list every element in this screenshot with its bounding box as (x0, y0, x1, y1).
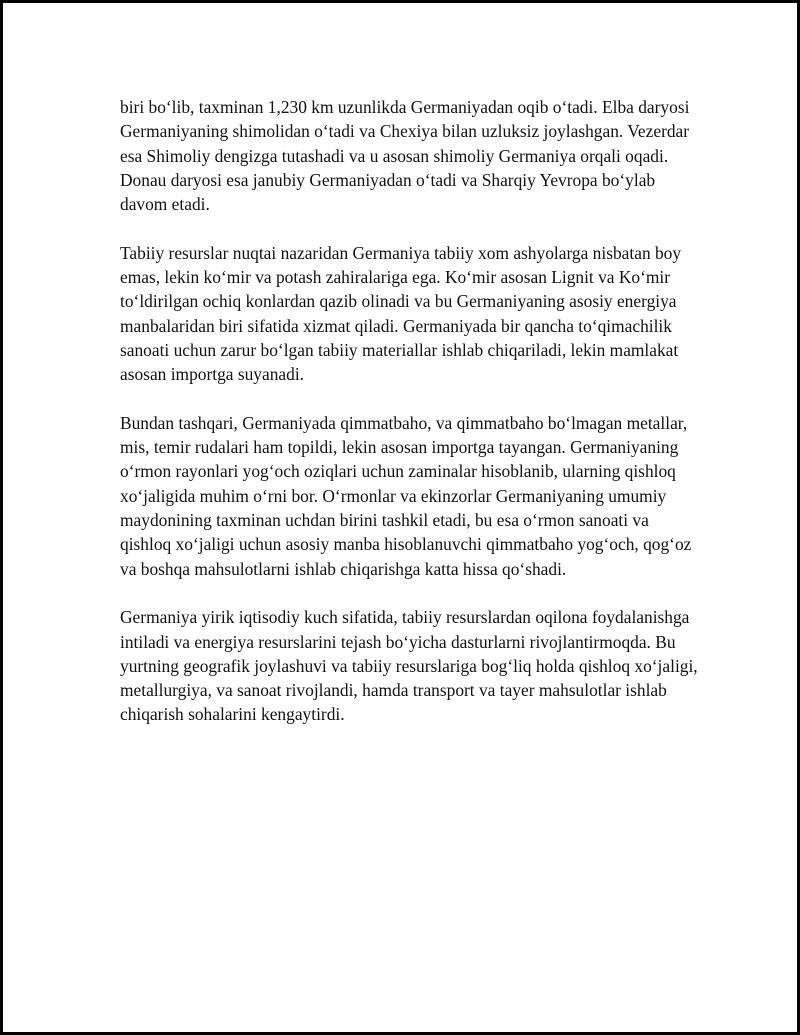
paragraph-economy: Germaniya yirik iqtisodiy kuch sifatida, tabiiy resurslardan oqilona foydalanishga intiladi va energiya resurslarini tejash bo‘yicha dasturlarni rivojlantirmoqda. Bu yurtning geografik joylashuvi va tabiiy resurslariga bog‘liq holda qishloq xo‘jaligi, metallurgiya, va sanoat rivojlandi, hamda transport va tayer mahsulotlar ishlab chiqarish sohalarini kengaytirdi. (120, 607, 698, 725)
paragraph-rivers: biri bo‘lib, taxminan 1,230 km uzunlikda Germaniyadan oqib o‘tadi. Elba daryosi Germaniyaning shimolidan o‘tadi va Chexiya bilan uzluksiz joylashgan. Vezerdar esa Shimoliy dengizga tutashadi va u asosan shimoliy Germaniya orqali oqadi. Donau daryosi esa janubiy Germaniyadan o‘tadi va Sharqiy Yevropa bo‘ylab davom etadi. (120, 97, 690, 215)
paragraph-metals-forests: Bundan tashqari, Germaniyada qimmatbaho, va qimmatbaho bo‘lmagan metallar, mis, temir rudalari ham topildi, lekin asosan importga tayangan. Germaniyaning o‘rmon rayonlari yog‘och oziqlari uchun zaminalar hisoblanib, ularning qishloq xo‘jaligida muhim o‘rni bor. O‘rmonlar va ekinzorlar Germaniyaning umumiy maydonining taxminan uchdan birini tashkil etadi, bu esa o‘rmon sanoati va qishloq xo‘jaligi uchun asosiy manba hisoblanuvchi qimmatbaho yog‘och, qog‘oz va boshqa mahsulotlarni ishlab chiqarishga katta hissa qo‘shadi. (120, 412, 692, 579)
paragraph-natural-resources: Tabiiy resurslar nuqtai nazaridan Germaniya tabiiy xom ashyolarga nisbatan boy emas, lekin ko‘mir va potash zahiralariga ega. Ko‘mir asosan Lignit va Ko‘mir to‘ldirilgan ochiq konlardan qazib olinadi va bu Germaniyaning asosiy energiya manbalaridan biri sifatida xizmat qiladi. Germaniyada bir qancha to‘qimachilik sanoati uchun zarur bo‘lgan tabiiy materiallar ishlab chiqariladi, lekin mamlakat asosan importga suyanadi. (120, 242, 682, 385)
document-body (120, 95, 702, 751)
